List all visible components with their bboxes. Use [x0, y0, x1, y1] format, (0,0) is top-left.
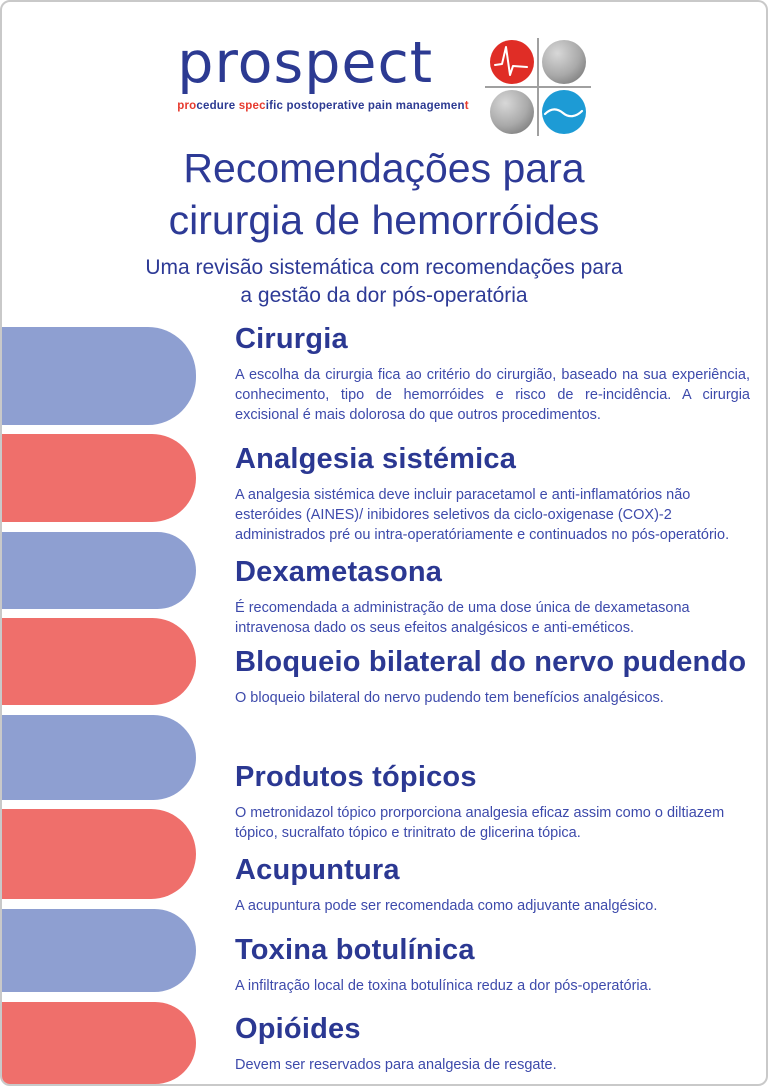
section-heading: Produtos tópicos — [235, 761, 477, 793]
section-body: A infiltração local de toxina botulínica reduz a dor pós-operatória. — [235, 978, 652, 994]
section-body: A escolha da cirurgia fica ao critério do cirurgião, baseado na sua experiência, conhecimento, tipo de hemorróides e risco de re-incidência. A cirurgia excisional é mais dolorosa do que outros procedimentos. — [235, 367, 750, 423]
section-toxina-botulinica — [235, 931, 750, 996]
section-heading: Opióides — [235, 1013, 361, 1045]
section-dexametasona — [235, 553, 750, 638]
prospect-logo — [2, 32, 766, 136]
wave-circle-icon — [542, 90, 586, 134]
section-body: Devem ser reservados para analgesia de resgate. — [235, 1057, 557, 1073]
page-subtitle-line1: Uma revisão sistemática com recomendações para — [145, 256, 623, 279]
section-pill — [2, 618, 196, 705]
section-bloqueio-bilateral — [235, 643, 750, 708]
section-acupuntura — [235, 851, 750, 916]
section-pill — [2, 809, 196, 899]
ecg-circle-icon — [490, 40, 534, 84]
section-body: O metronidazol tópico prorporciona analgesia eficaz assim como o diltiazem tópico, sucralfato tópico e trinitrato de glicerina tópica. — [235, 805, 725, 841]
metal-circle-icon — [490, 90, 534, 134]
section-pill — [2, 1002, 196, 1084]
section-body: O bloqueio bilateral do nervo pudendo tem benefícios analgésicos. — [235, 690, 664, 706]
page-title — [2, 142, 766, 246]
section-pill — [2, 327, 196, 425]
section-heading: Bloqueio bilateral do nervo pudendo — [235, 646, 747, 678]
section-cirurgia — [235, 320, 750, 425]
page-title-line1: Recomendações para — [183, 145, 585, 191]
section-analgesia-sistemica — [235, 440, 750, 545]
section-heading: Cirurgia — [235, 323, 348, 355]
section-heading: Toxina botulínica — [235, 934, 475, 966]
tagline-segment: spec — [238, 100, 266, 112]
tagline-segment: cedure — [196, 100, 239, 112]
section-produtos-topicos — [235, 758, 750, 843]
page-title-line2: cirurgia de hemorróides — [168, 197, 600, 243]
section-pill — [2, 909, 196, 992]
section-body: É recomendada a administração de uma dose única de dexametasona intravenosa dado os seus efeitos analgésicos e anti-eméticos. — [235, 600, 690, 636]
section-body: A analgesia sistémica deve incluir paracetamol e anti-inflamatórios não esteróides (AINES)/ inibidores seletivos da ciclo-oxigenase (COX)-2 administrados pré ou intra-operatóriamente e continuados no pós-operatório. — [235, 487, 730, 543]
section-body: A acupuntura pode ser recomendada como adjuvante analgésico. — [235, 898, 658, 914]
tagline-segment: pro — [177, 100, 197, 112]
tagline-segment: ific postoperative pain managemen — [265, 100, 465, 112]
section-opioides — [235, 1010, 750, 1075]
prospect-tagline — [177, 100, 468, 112]
tagline-segment: t — [464, 100, 469, 112]
section-pill — [2, 532, 196, 609]
section-heading: Analgesia sistémica — [235, 443, 517, 475]
prospect-wordmark: prospect — [177, 30, 434, 96]
section-heading: Dexametasona — [235, 556, 443, 588]
section-pill — [2, 715, 196, 800]
prospect-logo-icon — [485, 38, 591, 136]
section-heading: Acupuntura — [235, 854, 400, 886]
section-pill — [2, 434, 196, 522]
metal-circle-icon — [542, 40, 586, 84]
page-subtitle-line2: a gestão da dor pós-operatória — [240, 284, 528, 307]
prospect-logo-text — [177, 32, 468, 112]
page-subtitle — [2, 254, 766, 310]
